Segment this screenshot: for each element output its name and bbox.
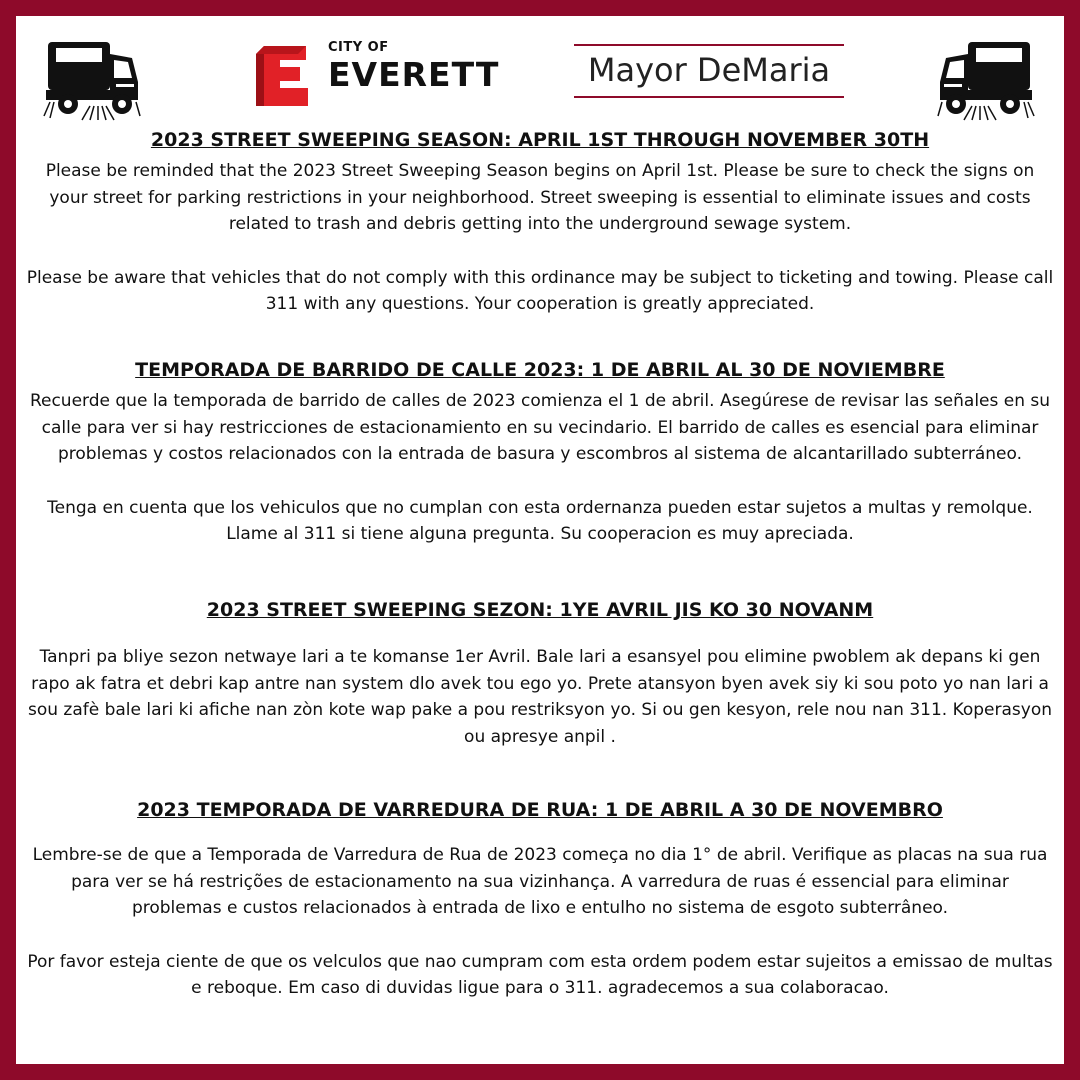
street-sweeper-truck-icon [936, 36, 1036, 122]
english-section [16, 128, 1064, 318]
city-of-everett-logo [248, 40, 500, 106]
haitian-section [16, 598, 1064, 750]
logo-city-of: CITY OF [328, 40, 389, 55]
poster-frame [16, 16, 1064, 1064]
street-sweeper-truck-icon [42, 36, 142, 122]
everett-e-logo-icon [248, 40, 320, 106]
english-paragraph-2: Please be aware that vehicles that do not comply with this ordinance may be subject to ticketing and towing. Please call 311 with any questions. Your cooperation is greatly appreciated. [26, 267, 1054, 314]
haitian-paragraph-1: Tanpri pa bliye sezon netwaye lari a te komanse 1er Avril. Bale lari a esansyel pou elimine pwoblem ak depans ki gen rapo ak fatra et debri kap antre nan system dlo avek tou ego yo. Prete atansyon byen avek siy ki sou poto yo nan lari a sou zafè bale lari ki afiche nan zòn kote wap pake a pou restriksyon yo. Si ou gen kesyon, rele nou nan 311. Koperasyon ou apresye anpil . [27, 647, 1053, 747]
portuguese-heading: 2023 TEMPORADA DE VARREDURA DE RUA: 1 DE ABRIL A 30 DE NOVEMBRO [137, 799, 943, 821]
portuguese-paragraph-2: Por favor esteja ciente de que os velculos que nao cumpram com esta ordem podem estar sujeitos a emissao de multas e reboque. Em caso di duvidas ligue para o 311. agradecemos a sua colaboracao. [27, 951, 1053, 998]
logo-everett: EVERETT [328, 55, 500, 94]
spanish-section [16, 358, 1064, 548]
portuguese-section [16, 798, 1064, 1002]
mayor-title: Mayor DeMaria [574, 44, 844, 98]
haitian-heading: 2023 STREET SWEEPING SEZON: 1YE AVRIL JIS KO 30 NOVANM [206, 599, 874, 621]
spanish-paragraph-2: Tenga en cuenta que los vehiculos que no cumplan con esta ordernanza pueden estar sujetos a multas y remolque. Llame al 311 si tiene alguna pregunta. Su cooperacion es muy apreciada. [47, 497, 1033, 544]
logo-text [328, 40, 499, 94]
english-heading: 2023 STREET SWEEPING SEASON: APRIL 1ST THROUGH NOVEMBER 30TH [150, 129, 930, 151]
english-paragraph-1: Please be reminded that the 2023 Street Sweeping Season begins on April 1st. Please be sure to check the signs on your street for parking restrictions in your neighborhood. Street sweeping is essential to eliminate issues and costs related to trash and debris getting into the underground sewage system. [45, 161, 1035, 234]
spanish-heading: TEMPORADA DE BARRIDO DE CALLE 2023: 1 DE ABRIL AL 30 DE NOVIEMBRE [135, 359, 945, 381]
portuguese-paragraph-1: Lembre-se de que a Temporada de Varredura de Rua de 2023 começa no dia 1° de abril. Verifique as placas na sua rua para ver se há restrições de estacionamento na sua vizinhança. A varredura de ruas é essencial para eliminar problemas e custos relacionados à entrada de lixo e entulho no sistema de esgoto subterrâneo. [32, 845, 1048, 918]
spanish-paragraph-1: Recuerde que la temporada de barrido de calles de 2023 comienza el 1 de abril. Asegúrese de revisar las señales en su calle para ver si hay restricciones de estacionamiento en su vecindario. El barrido de calles es esencial para eliminar problemas y costos relacionados con la entrada de basura y escombros al sistema de alcantarillado subterráneo. [29, 391, 1051, 464]
